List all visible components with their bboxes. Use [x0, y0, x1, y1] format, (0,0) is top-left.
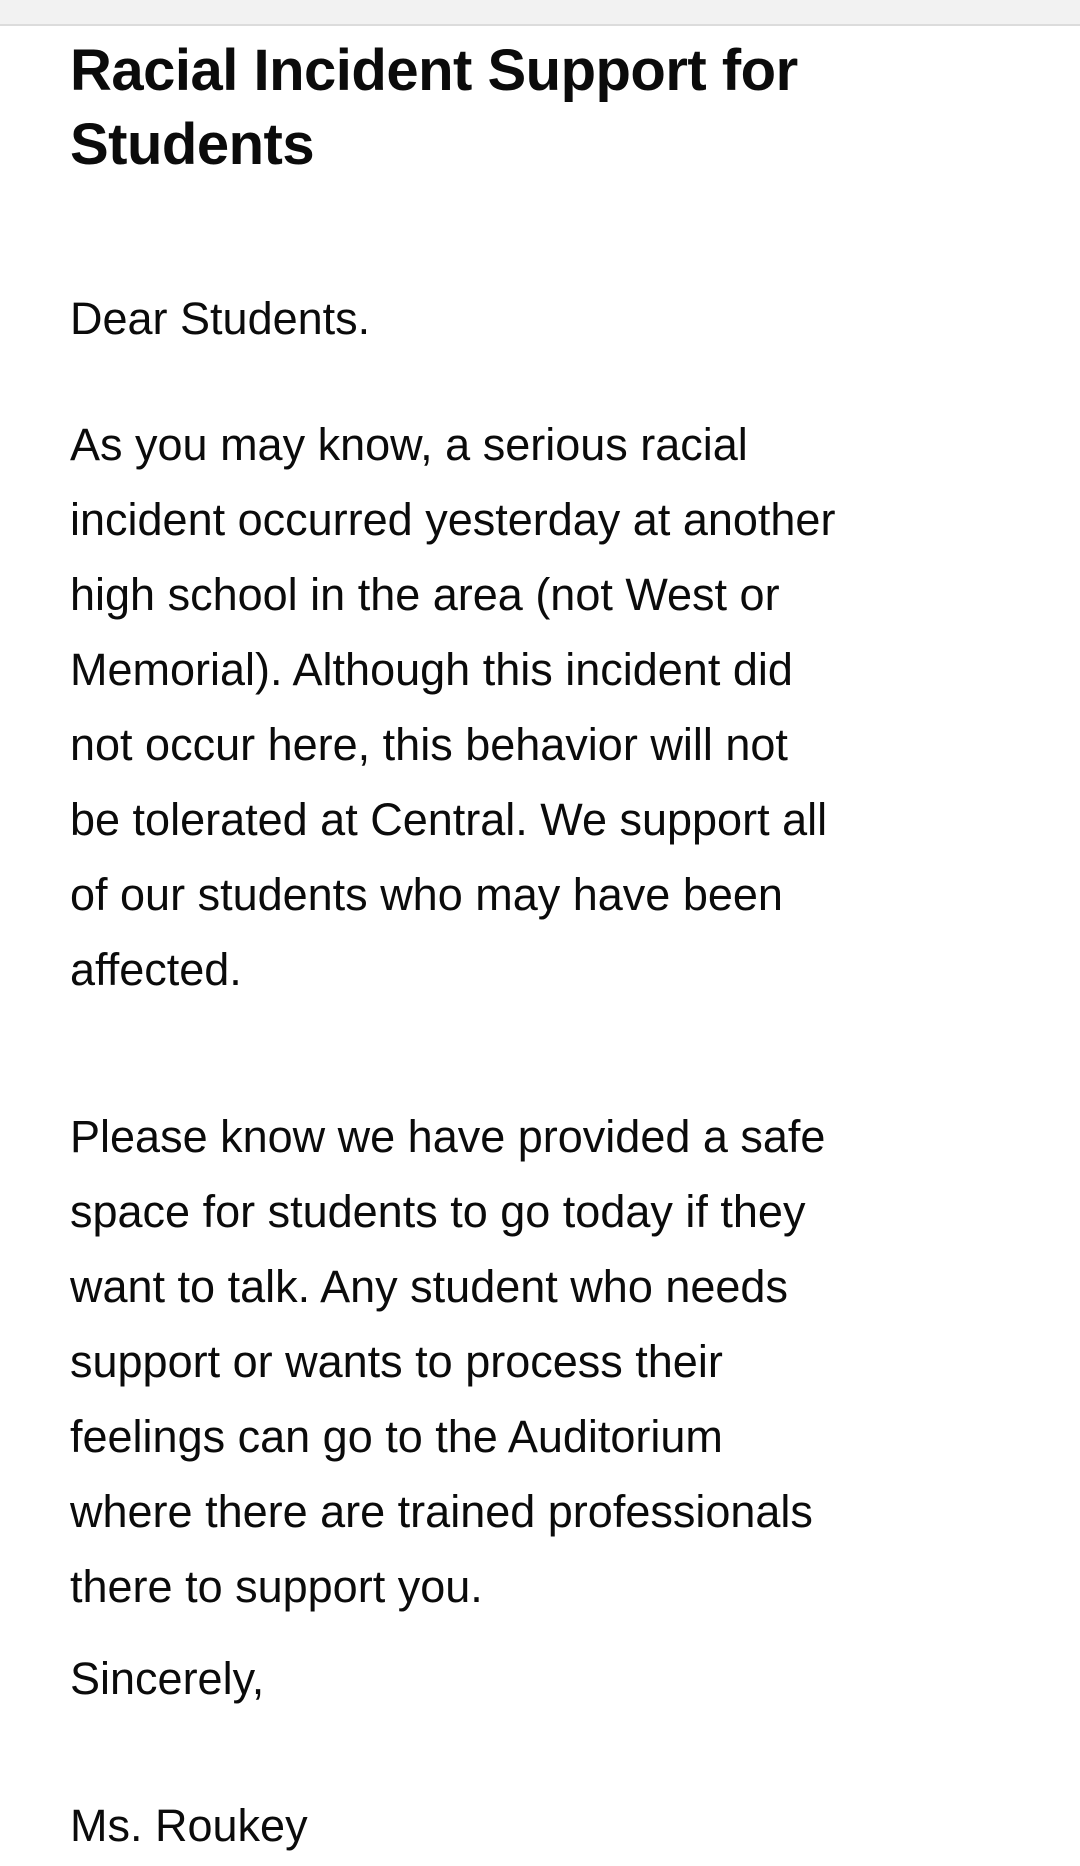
- title-line: Students: [70, 112, 315, 177]
- greeting: Dear Students.: [70, 293, 371, 344]
- closing: Sincerely,: [70, 1653, 265, 1704]
- paragraph-line: incident occurred yesterday at another: [70, 494, 836, 545]
- paragraph-line: not occur here, this behavior will not: [70, 719, 788, 770]
- paragraph-line: As you may know, a serious racial: [70, 419, 748, 470]
- paragraph-line: Memorial). Although this incident did: [70, 644, 793, 695]
- paragraph-line: be tolerated at Central. We support all: [70, 794, 828, 845]
- paragraph-line: where there are trained professionals: [70, 1486, 813, 1537]
- paragraph-line: want to talk. Any student who needs: [70, 1261, 788, 1312]
- paragraph-line: of our students who may have been: [70, 869, 783, 920]
- message-body: [70, 34, 1030, 1851]
- paragraph-2: [70, 1099, 825, 1624]
- paragraph-1: [70, 407, 835, 1007]
- paragraph-line: Please know we have provided a safe: [70, 1111, 826, 1162]
- message-title: [70, 34, 1030, 182]
- paragraph-line: feelings can go to the Auditorium: [70, 1411, 723, 1462]
- signature: Ms. Roukey: [70, 1800, 308, 1851]
- paragraph-line: support or wants to process their: [70, 1336, 723, 1387]
- title-line: Racial Incident Support for: [70, 38, 798, 103]
- paragraph-line: space for students to go today if they: [70, 1186, 806, 1237]
- top-edge-bar: [0, 0, 1080, 26]
- paragraph-line: high school in the area (not West or: [70, 569, 780, 620]
- paragraph-line: there to support you.: [70, 1561, 483, 1612]
- paragraph-line: affected.: [70, 944, 242, 995]
